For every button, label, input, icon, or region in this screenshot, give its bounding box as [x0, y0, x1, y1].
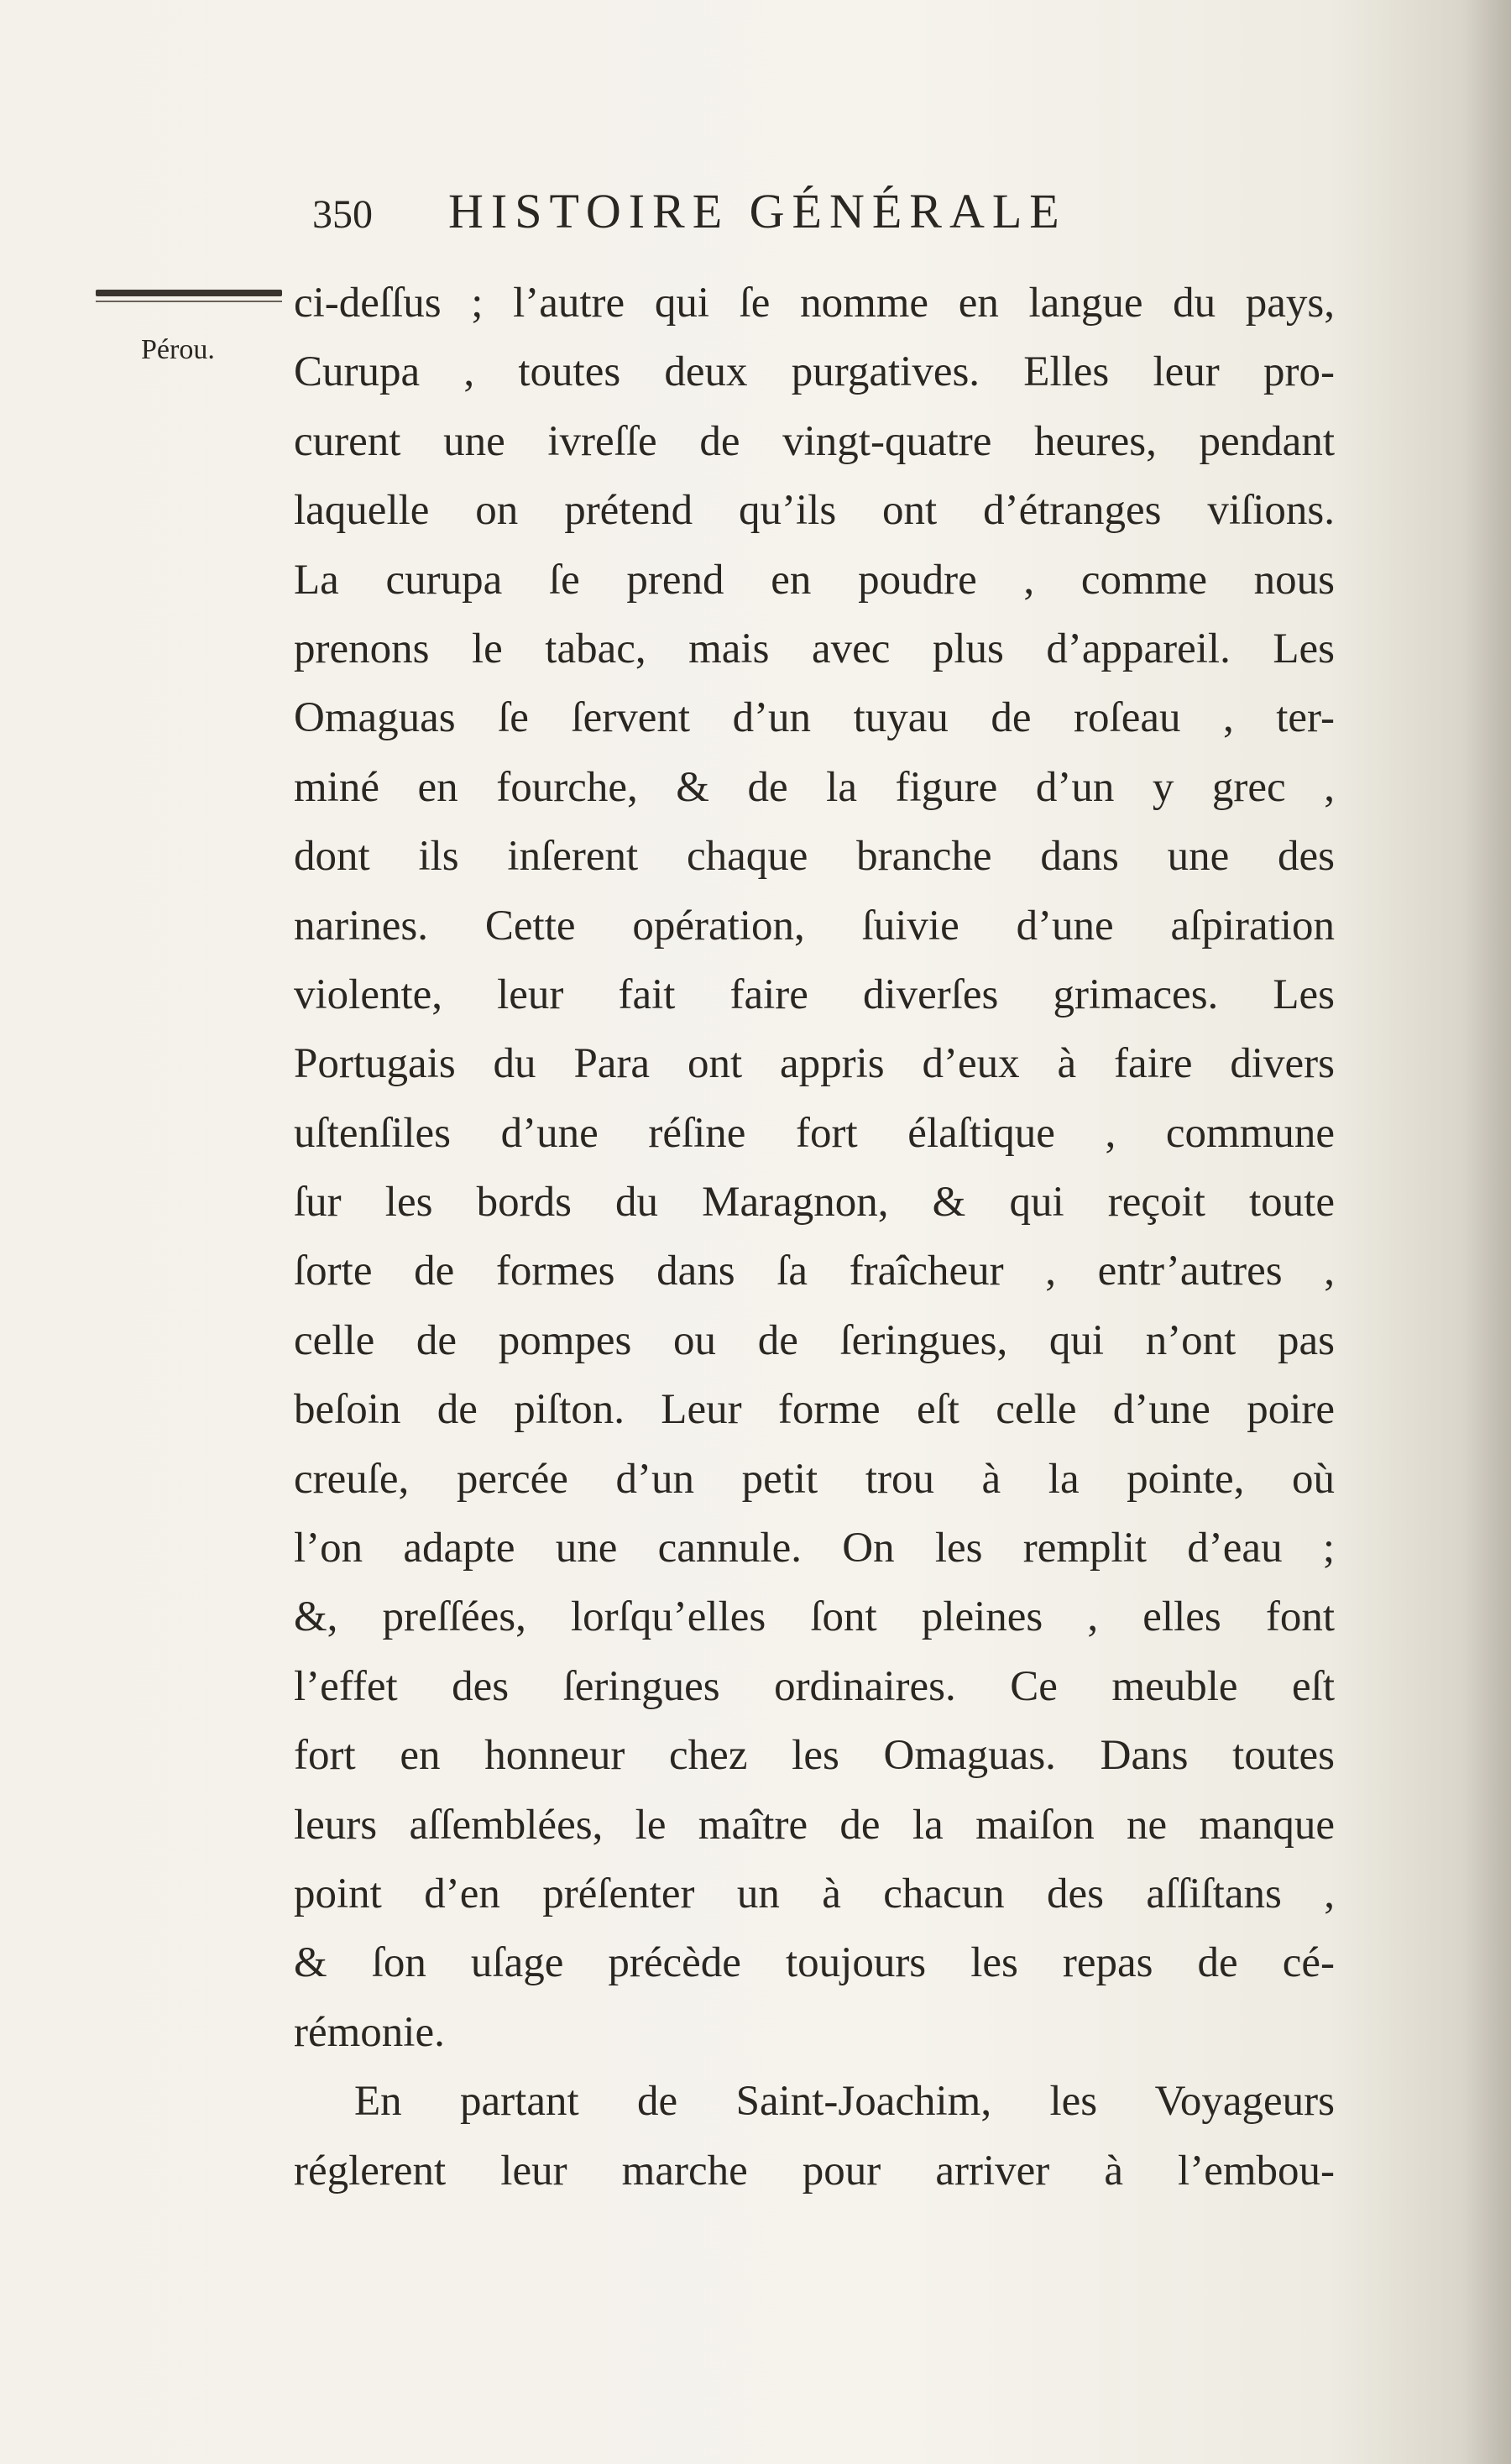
margin-rule-thin — [96, 301, 282, 302]
text-line: creuſe, percée d’un petit trou à la pointe, où — [294, 1455, 1335, 1503]
text-line: miné en fourche, & de la figure d’un y grec , — [294, 763, 1335, 811]
paragraph-2 — [294, 2067, 1335, 2205]
text-line: & ſon uſage précède toujours les repas de cé- — [294, 1939, 1335, 1987]
text-line: ſur les bords du Maragnon, & qui reçoit toute — [294, 1179, 1335, 1227]
text-line: l’effet des ſeringues ordinaires. Ce meuble eſt — [294, 1662, 1335, 1710]
text-line: ci-deſſus ; l’autre qui ſe nomme en langue du pays, — [294, 280, 1335, 327]
text-line: Curupa , toutes deux purgatives. Elles leur pro- — [294, 348, 1335, 396]
text-line: En partant de Saint-Joachim, les Voyageurs — [354, 2078, 1335, 2126]
page-number: 350 — [312, 192, 373, 237]
margin-rule — [96, 290, 282, 296]
margin-note: Pérou. — [141, 334, 215, 365]
running-head — [312, 183, 1219, 250]
text-line: prenons le tabac, mais avec plus d’appareil. Les — [294, 625, 1335, 672]
text-line: violente, leur fait faire diverſes grimaces. Les — [294, 970, 1335, 1018]
text-line: rémonie. — [294, 2008, 445, 2056]
text-line: laquelle on prétend qu’ils ont d’étranges viſions. — [294, 487, 1335, 535]
text-line: Portugais du Para ont appris d’eux à faire divers — [294, 1040, 1335, 1088]
text-line: Omaguas ſe ſervent d’un tuyau de roſeau , ter- — [294, 694, 1335, 742]
text-line: réglerent leur marche pour arriver à l’embou- — [294, 2147, 1335, 2195]
running-title: HISTOIRE GÉNÉRALE — [448, 184, 1067, 238]
text-line: &, preſſées, lorſqu’elles ſont pleines , elles font — [294, 1593, 1335, 1641]
text-line: l’on adapte une cannule. On les remplit d’eau ; — [294, 1525, 1335, 1572]
text-line: La curupa ſe prend en poudre , comme nous — [294, 556, 1335, 604]
text-line: beſoin de piſton. Leur forme eſt celle d’une poire — [294, 1386, 1335, 1434]
paragraph-1 — [294, 269, 1335, 2067]
text-line: curent une ivreſſe de vingt-quatre heures, pendant — [294, 417, 1335, 465]
text-line: narines. Cette opération, ſuivie d’une aſpiration — [294, 902, 1335, 950]
text-line: fort en honneur chez les Omaguas. Dans toutes — [294, 1732, 1335, 1780]
text-line: dont ils inſerent chaque branche dans une des — [294, 833, 1335, 881]
page-edge-shadow — [1461, 0, 1511, 2464]
text-line: point d’en préſenter un à chacun des aſſiſtans , — [294, 1870, 1335, 1917]
text-line: celle de pompes ou de ſeringues, qui n’ont pas — [294, 1316, 1335, 1364]
body-text — [294, 269, 1335, 2205]
text-line: uſtenſiles d’une réſine fort élaſtique , commune — [294, 1109, 1335, 1157]
text-line: ſorte de formes dans ſa fraîcheur , entr’autres , — [294, 1248, 1335, 1295]
text-line: leurs aſſemblées, le maître de la maiſon ne manque — [294, 1801, 1335, 1849]
